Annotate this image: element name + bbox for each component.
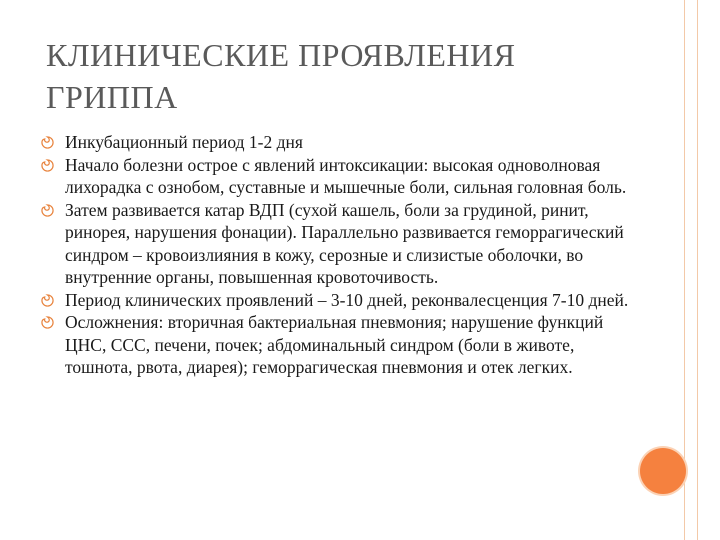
list-item bbox=[40, 311, 640, 379]
bullet-text: Период клинических проявлений – 3-10 дней, реконвалесценция 7-10 дней. bbox=[65, 289, 629, 310]
list-item bbox=[40, 131, 640, 154]
list-item bbox=[40, 154, 640, 199]
decorative-vertical-line bbox=[697, 0, 698, 540]
title-line: ГРИППА bbox=[46, 79, 178, 115]
fleuron-bullet-icon bbox=[41, 136, 54, 149]
bullet-text: Осложнения: вторичная бактериальная пневмония; нарушение функций ЦНС, ССС, печени, почек; абдоминальный синдром (боли в животе, тошнота, рвота, диарея); геморрагическая пневмония и отек легких. bbox=[65, 312, 604, 377]
fleuron-bullet-icon bbox=[41, 204, 54, 217]
decorative-vertical-line bbox=[684, 0, 685, 540]
list-item bbox=[40, 199, 640, 289]
list-item bbox=[40, 289, 640, 312]
fleuron-bullet-icon bbox=[41, 294, 54, 307]
bullet-list bbox=[40, 131, 640, 379]
fleuron-bullet-icon bbox=[41, 159, 54, 172]
bullet-text: Инкубационный период 1-2 дня bbox=[65, 132, 303, 152]
bullet-text: Затем развивается катар ВДП (сухой кашель, боли за грудиной, ринит, ринорея, нарушения фонации). Параллельно развивается геморрагический синдром – кровоизлияния в кожу, серозные и слизистые оболочки, во внутренние органы, повышенная кровоточивость. bbox=[65, 199, 624, 287]
decorative-orange-circle bbox=[640, 448, 686, 494]
fleuron-bullet-icon bbox=[41, 316, 54, 329]
bullet-text: Начало болезни острое с явлений интоксикации: высокая одноволновая лихорадка с ознобом, суставные и мышечные боли, сильная головная боль. bbox=[65, 154, 627, 197]
slide-title bbox=[46, 34, 606, 118]
title-line: КЛИНИЧЕСКИЕ ПРОЯВЛЕНИЯ bbox=[46, 37, 516, 73]
